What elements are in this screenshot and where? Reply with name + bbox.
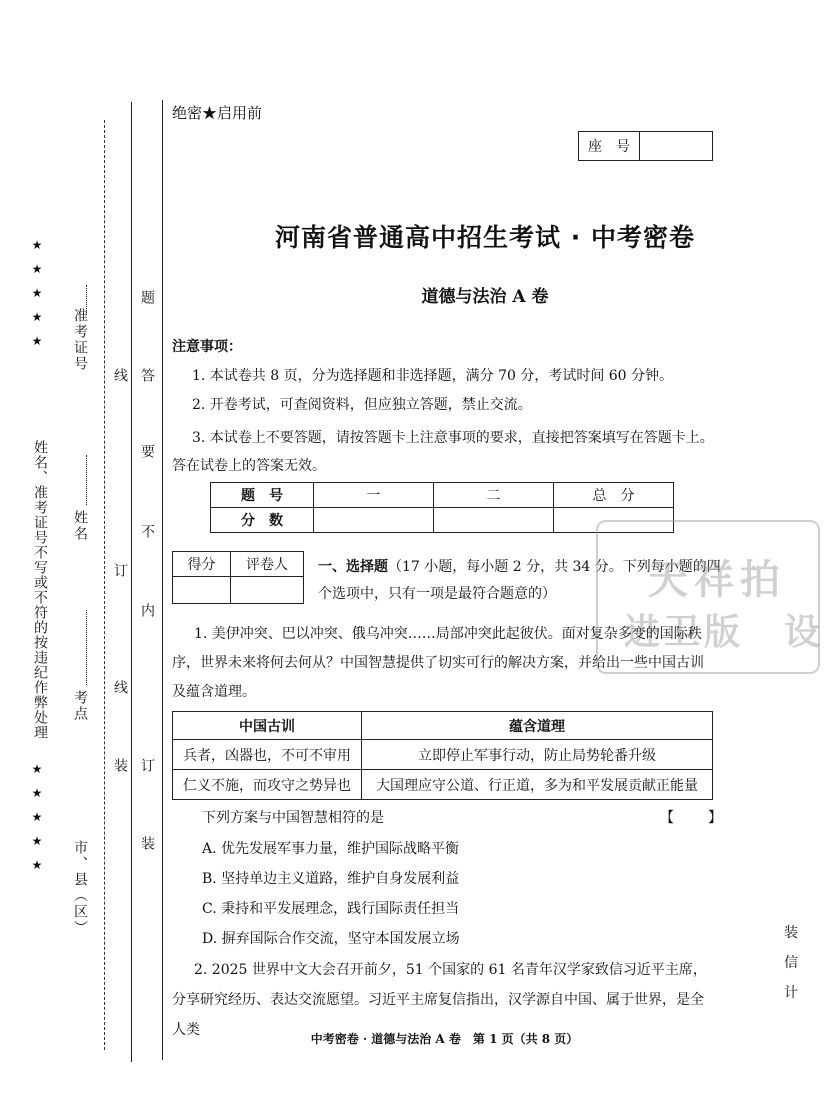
- exam-site-label: 考点: [72, 690, 88, 722]
- inner-char-nei: 内: [139, 603, 155, 619]
- binding-line-outer: [104, 120, 105, 1050]
- admission-number-line: [86, 285, 87, 315]
- q1-table-header-1: 中国古训: [173, 712, 362, 740]
- grader-name-label: 评卷人: [231, 552, 304, 577]
- score-table-header-label: 题 号: [211, 483, 314, 508]
- seat-input[interactable]: [640, 132, 713, 161]
- q1-option-b[interactable]: B. 坚持单边主义道路，维护自身发展利益: [202, 871, 460, 887]
- inner-char-yao: 要: [139, 444, 155, 460]
- edge-char-1: 装: [784, 925, 798, 941]
- q1-option-d[interactable]: D. 摒弃国际合作交流，坚守本国发展立场: [202, 931, 460, 947]
- inner-char-bu: 不: [139, 524, 155, 540]
- name-label: 姓名: [72, 510, 88, 542]
- q1-table-row-2-a: 仁义不施，而攻守之势异也: [173, 770, 362, 800]
- name-line: [86, 455, 87, 505]
- binding-char-xian-2: 线: [112, 680, 128, 696]
- margin-stars-bottom: ★★★★★: [30, 762, 44, 882]
- score-table-header-1: 一: [314, 483, 434, 508]
- page-divider: [162, 100, 163, 1060]
- q1-answer-bracket[interactable]: 【 】: [660, 810, 724, 826]
- q1-stem: 1. 美伊冲突、巴以冲突、俄乌冲突……局部冲突此起彼伏。面对复杂多变的国际秩序，世界未来将何去何从？中国智慧提供了切实可行的解决方案，并给出一些中国古训及蕴含道理。: [172, 626, 704, 700]
- q1-table-row-2-b: 大国理应守公道、行正道，多为和平发展贡献正能量: [362, 770, 713, 800]
- inner-char-zhuang: 装: [139, 836, 155, 852]
- binding-char-xian-1: 线: [112, 368, 128, 384]
- note-item-3: 3. 本试卷上不要答题，请按答题卡上注意事项的要求，直接把答案填写在答题卡上。答在试卷上的答案无效。: [172, 430, 714, 474]
- seat-number-box: [578, 131, 713, 161]
- q1-option-c[interactable]: C. 秉持和平发展理念，践行国际责任担当: [202, 901, 460, 917]
- inner-char-da: 答: [139, 368, 155, 384]
- section-1-desc: （17 小题，每小题 2 分，共 34 分。下列每小题的四个选项中，只有一项是最符合题意的）: [318, 559, 721, 602]
- score-table-header-2: 二: [434, 483, 554, 508]
- watermark-line-1: 天祥拍: [648, 557, 786, 603]
- score-cell-2[interactable]: [434, 508, 554, 533]
- score-cell-1[interactable]: [314, 508, 434, 533]
- grader-score-cell[interactable]: [173, 577, 231, 604]
- score-table-row-label: 分 数: [211, 508, 314, 533]
- page-title: 河南省普通高中招生考试 · 中考密卷: [275, 223, 695, 252]
- section-1-title: 一、选择题: [318, 559, 388, 575]
- grader-score-label: 得分: [173, 552, 231, 577]
- watermark-line-2: 进卫版 设: [624, 612, 824, 653]
- binding-line-inner: [131, 102, 132, 1062]
- binding-char-ding-1: 订: [112, 563, 128, 579]
- exam-site-line: [86, 610, 87, 685]
- page-footer: 中考密卷 · 道德与法治 A 卷 第 1 页（共 8 页）: [310, 1032, 579, 1046]
- note-item-1: 1. 本试卷共 8 页，分为选择题和非选择题，满分 70 分，考试时间 60 分钟。: [192, 368, 674, 384]
- q1-table-row-1-b: 立即停止军事行动，防止局势轮番升级: [362, 740, 713, 770]
- inner-char-ti: 题: [139, 290, 155, 306]
- edge-char-3: 计: [784, 985, 798, 1001]
- q2-stem: 2. 2025 世界中文大会召开前夕，51 个国家的 61 名青年汉学家致信习近平主席，分享研究经历、表达交流愿望。习近平主席复信指出，汉学源自中国、属于世界，是全人类: [172, 962, 707, 1038]
- note-item-2: 2. 开卷考试，可查阅资料，但应独立答题，禁止交流。: [192, 397, 532, 413]
- score-table-header-total: 总 分: [554, 483, 674, 508]
- grader-name-cell[interactable]: [231, 577, 304, 604]
- notes-heading: 注意事项：: [172, 339, 242, 355]
- q1-table-row-1-a: 兵者，凶器也，不可不审用: [173, 740, 362, 770]
- page-subtitle: 道德与法治 A 卷: [421, 287, 549, 307]
- edge-char-2: 信: [784, 955, 798, 971]
- admission-number-label: 准考证号: [72, 308, 88, 372]
- margin-stars-top: ★★★★★: [30, 238, 44, 358]
- city-county-label: 市、县（区）: [72, 840, 88, 936]
- q1-ask: 下列方案与中国智慧相符的是: [202, 810, 384, 826]
- seat-label: 座 号: [579, 132, 640, 161]
- q1-table: [172, 711, 713, 800]
- inner-char-ding: 订: [139, 758, 155, 774]
- q1-table-header-2: 蕴含道理: [362, 712, 713, 740]
- grader-box: [172, 551, 304, 604]
- margin-warning: 姓名、准考证号不写或不符的按违纪作弊处理: [32, 440, 48, 740]
- secret-mark: 绝密★启用前: [172, 104, 263, 122]
- q1-option-a[interactable]: A. 优先发展军事力量，维护国际战略平衡: [202, 841, 460, 857]
- binding-char-zhuang-1: 装: [112, 758, 128, 774]
